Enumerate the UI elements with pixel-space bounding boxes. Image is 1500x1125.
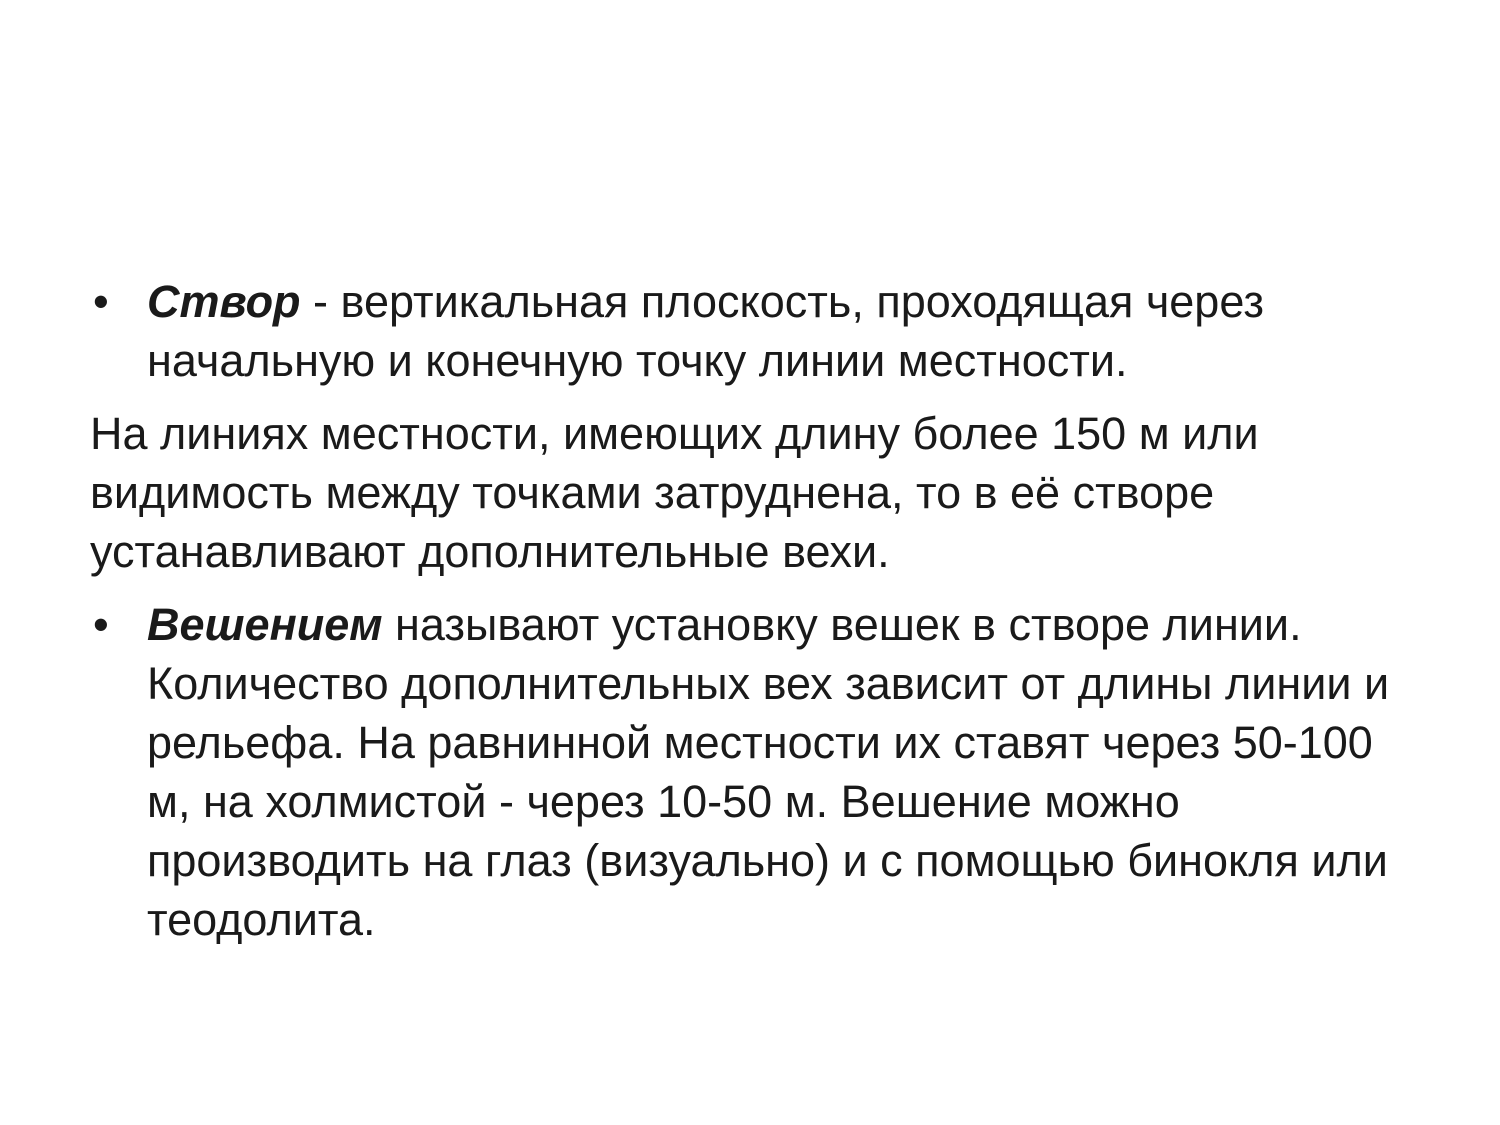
bullet-icon: • <box>93 599 109 650</box>
paragraph-long-lines: На линиях местности, имеющих длину более 150 м или видимость между точками затруднена, то в её створе устанавливают дополнительные вехи. <box>90 408 1259 577</box>
slide-body <box>90 272 1420 963</box>
bullet-icon: • <box>93 276 109 327</box>
bullet-item-stvor <box>90 272 1420 390</box>
definition-stvor: - вертикальная плоскость, проходящая через начальную и конечную точку линии местности. <box>147 276 1265 386</box>
term-veshenie: Вешением <box>147 599 383 650</box>
definition-veshenie: называют установку вешек в створе линии. Количество дополнительных вех зависит от длины линии и рельефа. На равнинной местности их ставят через 50-100 м, на холмистой - через 10-50 м. Вешение можно производить на глаз (визуально) и с помощью бинокля или теодолита. <box>147 599 1390 945</box>
bullet-item-veshenie <box>90 595 1420 949</box>
term-stvor: Створ <box>147 276 301 327</box>
